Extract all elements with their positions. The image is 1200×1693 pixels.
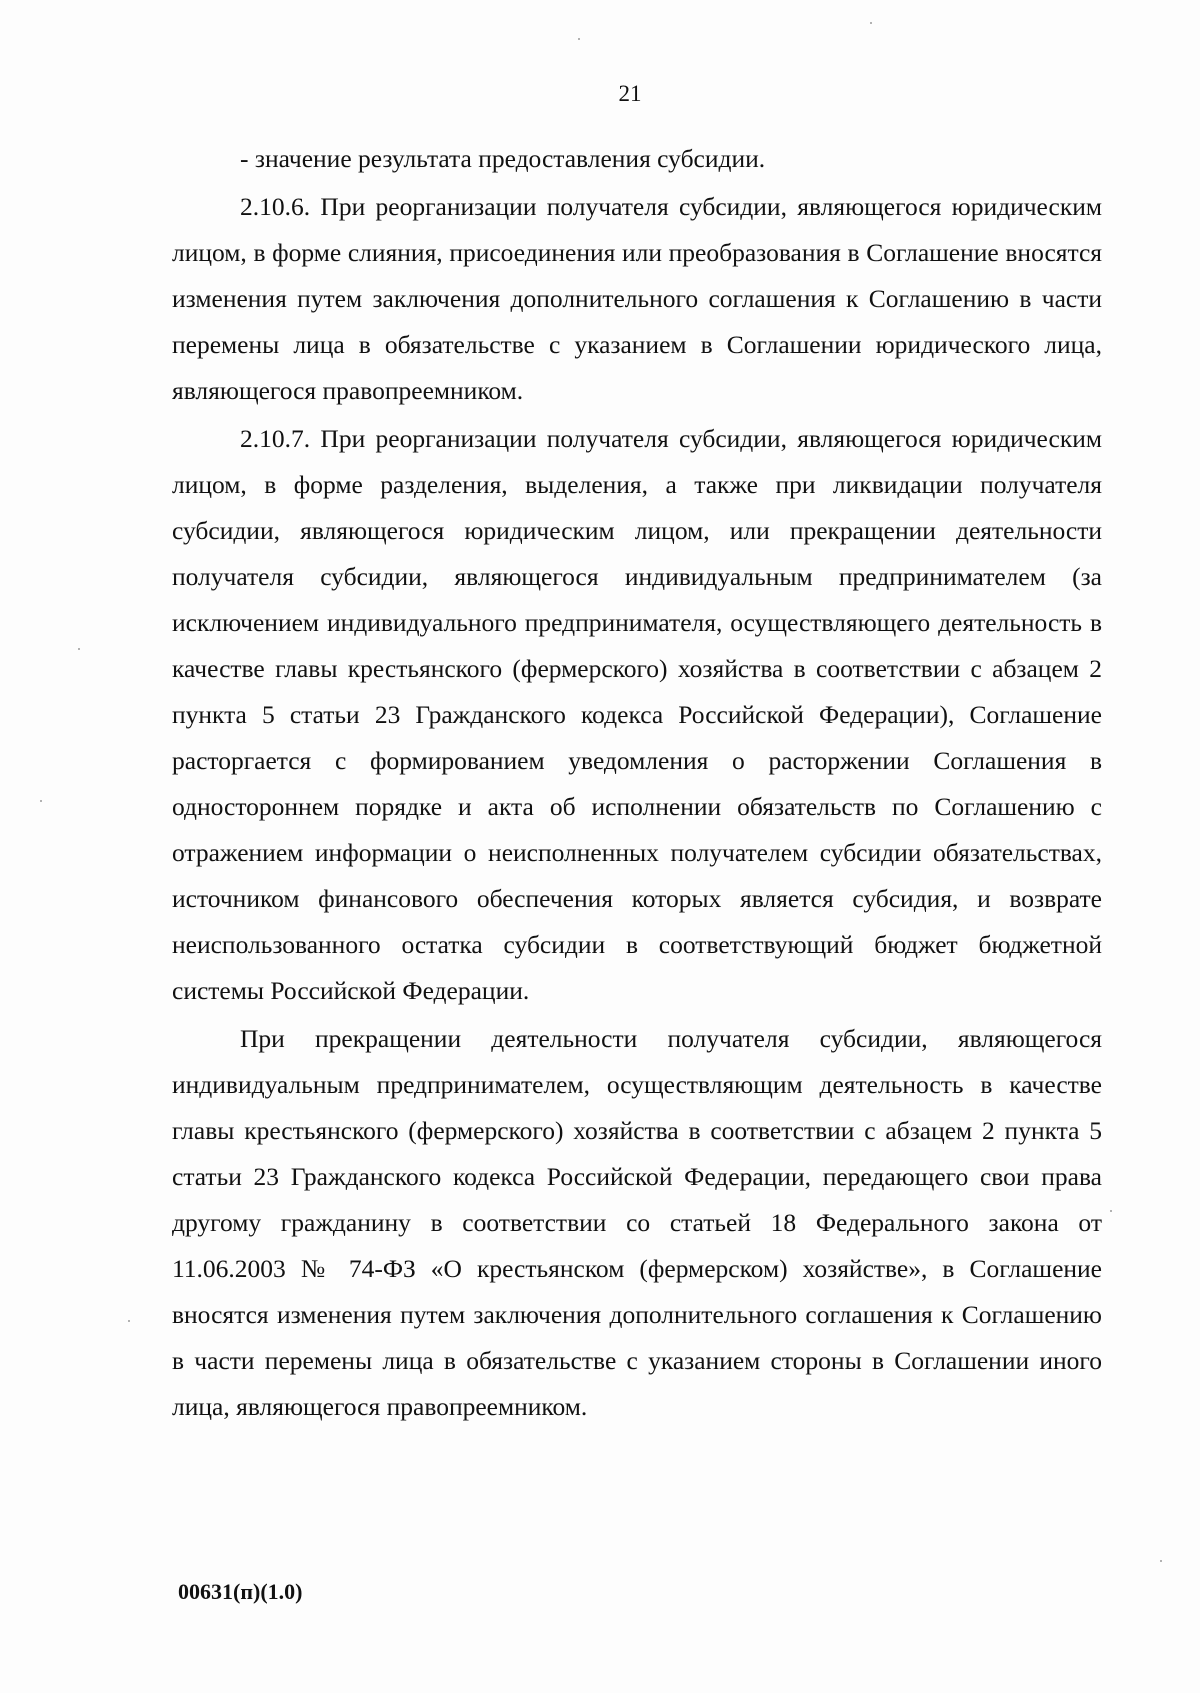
paragraph-termination-farmer: При прекращении деятельности получателя субсидии, являющегося индивидуальным предпринимателем, осуществляющим деятельность в качестве главы крестьянского (фермерского) хозяйства в соответствии с абзацем 2 пункта 5 статьи 23 Гражданского кодекса Российской Федерации, передающего свои права другому гражданину в соответствии со статьей 18 Федерального закона от 11.06.2003 № 74-ФЗ «О крестьянском (фермерском) хозяйстве», в Соглашение вносятся изменения путем заключения дополнительного соглашения к Соглашению в части перемены лица в обязательстве с указанием стороны в Соглашении иного лица, являющегося правопреемником.	[172, 1024, 1102, 1421]
scan-speck	[128, 1320, 130, 1322]
document-body	[172, 136, 1102, 1430]
paragraph-2-10-7: 2.10.7. При реорганизации получателя субсидии, являющегося юридическим лицом, в форме разделения, выделения, а также при ликвидации получателя субсидии, являющегося юридическим лицом, или прекращении деятельности получателя субсидии, являющегося индивидуальным предпринимателем (за исключением индивидуального предпринимателя, осуществляющего деятельность в качестве главы крестьянского (фермерского) хозяйства в соответствии с абзацем 2 пункта 5 статьи 23 Гражданского кодекса Российской Федерации), Соглашение расторгается с формированием уведомления о расторжении Соглашения в одностороннем порядке и акта об исполнении обязательств по Соглашению с отражением информации о неисполненных получателем субсидии обязательствах, источником финансового обеспечения которых является субсидия, и возврате неиспользованного остатка субсидии в соответствующий бюджет бюджетной системы Российской Федерации.	[172, 424, 1102, 1005]
scan-speck	[1110, 1210, 1112, 1212]
scan-speck	[78, 648, 80, 650]
scan-speck	[40, 800, 42, 802]
page-number: 21	[618, 81, 642, 106]
scan-speck	[1160, 1560, 1162, 1562]
document-footer-code: 00631(п)(1.0)	[178, 1579, 303, 1604]
scan-speck	[870, 22, 872, 24]
scan-speck	[578, 38, 580, 40]
paragraph-2-10-6: 2.10.6. При реорганизации получателя субсидии, являющегося юридическим лицом, в форме слияния, присоединения или преобразования в Соглашение вносятся изменения путем заключения дополнительного соглашения к Соглашению в части перемены лица в обязательстве с указанием в Соглашении юридического лица, являющегося правопреемником.	[172, 192, 1102, 405]
paragraph-result-value: - значение результата предоставления субсидии.	[240, 144, 766, 173]
